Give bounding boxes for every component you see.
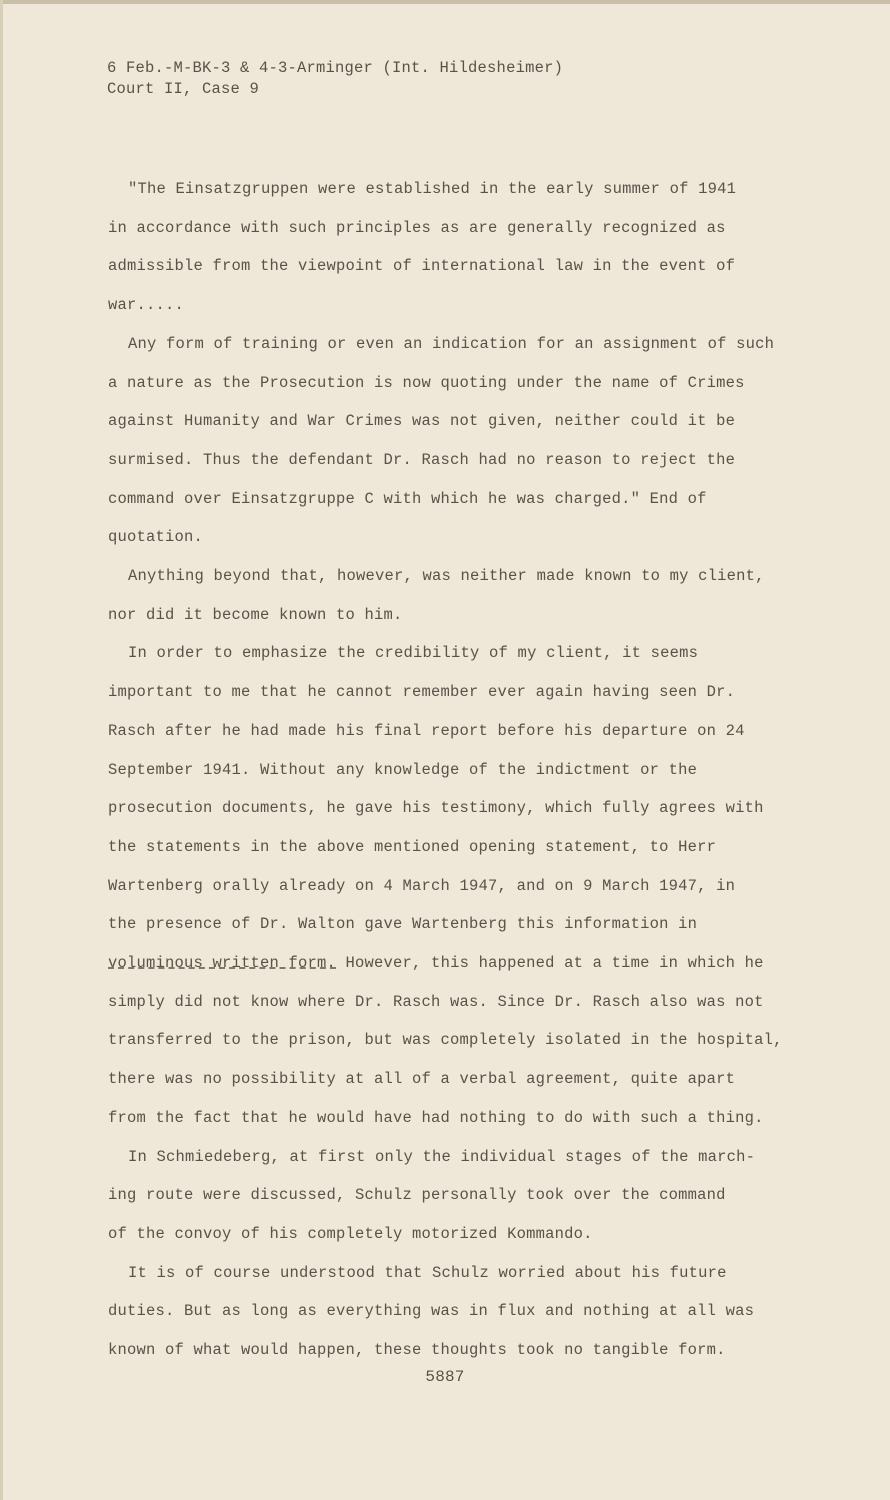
text-line: simply did not know where Dr. Rasch was. Since Dr. Rasch also was not xyxy=(108,992,764,1011)
text-line: September 1941. Without any knowledge of the indictment or the xyxy=(108,760,698,779)
text-line: Anything beyond that, however, was neither made known to my client, xyxy=(128,567,765,586)
text-line: surmised. Thus the defendant Dr. Rasch had no reason to reject the xyxy=(108,450,736,469)
text-line: against Humanity and War Crimes was not given, neither could it be xyxy=(108,412,736,431)
text-line: war..... xyxy=(108,296,185,315)
text-line: ing route were discussed, Schulz personally took over the command xyxy=(108,1186,726,1205)
text-line: Rasch after he had made his final report before his departure on 24 xyxy=(108,721,745,740)
text-line: the statements in the above mentioned opening statement, to Herr xyxy=(108,837,717,856)
underlined-phrase: voluminous written form. xyxy=(108,954,337,973)
text-line-with-underline xyxy=(108,944,798,983)
text-line: command over Einsatzgruppe C with which he was charged." End of xyxy=(108,489,707,508)
text-line: duties. But as long as everything was in flux and nothing at all was xyxy=(108,1302,755,1321)
page-number: 5887 xyxy=(425,1368,465,1386)
page-left-edge xyxy=(0,0,3,1500)
text-line: Any form of training or even an indication for an assignment of such xyxy=(128,334,775,353)
text-line: It is of course understood that Schulz worried about his future xyxy=(128,1263,727,1282)
document-body xyxy=(108,170,798,1370)
text-line: there was no possibility at all of a verbal agreement, quite apart xyxy=(108,1070,736,1089)
header-line-1: 6 Feb.-M-BK-3 & 4-3-Arminger (Int. Hildesheimer) xyxy=(107,59,564,77)
document-header xyxy=(107,58,563,100)
text-line: transferred to the prison, but was completely isolated in the hospital, xyxy=(108,1031,783,1050)
text-line: important to me that he cannot remember ever again having seen Dr. xyxy=(108,683,736,702)
text-line: quotation. xyxy=(108,528,204,547)
text-line: admissible from the viewpoint of international law in the event of xyxy=(108,257,736,276)
page-top-edge xyxy=(0,0,890,4)
text-line: "The Einsatzgruppen were established in the early summer of 1941 xyxy=(128,180,737,198)
header-line-2: Court II, Case 9 xyxy=(107,80,260,98)
text-line: in accordance with such principles as are generally recognized as xyxy=(108,218,726,237)
text-line: known of what would happen, these thoughts took no tangible form. xyxy=(108,1341,726,1360)
text-line: from the fact that he would have had nothing to do with such a thing. xyxy=(108,1108,764,1127)
text-line: In order to emphasize the credibility of my client, it seems xyxy=(128,644,699,663)
text-line: Wartenberg orally already on 4 March 1947, and on 9 March 1947, in xyxy=(108,876,736,895)
text-line-continuation: However, this happened at a time in which he xyxy=(336,954,764,973)
text-line: a nature as the Prosecution is now quoting under the name of Crimes xyxy=(108,373,745,392)
text-line: nor did it become known to him. xyxy=(108,605,403,624)
text-line: the presence of Dr. Walton gave Wartenberg this information in xyxy=(108,915,698,934)
text-line: of the convoy of his completely motorized Kommando. xyxy=(108,1224,593,1243)
text-line: prosecution documents, he gave his testimony, which fully agrees with xyxy=(108,799,764,818)
text-line: In Schmiedeberg, at first only the individual stages of the march- xyxy=(128,1147,756,1166)
